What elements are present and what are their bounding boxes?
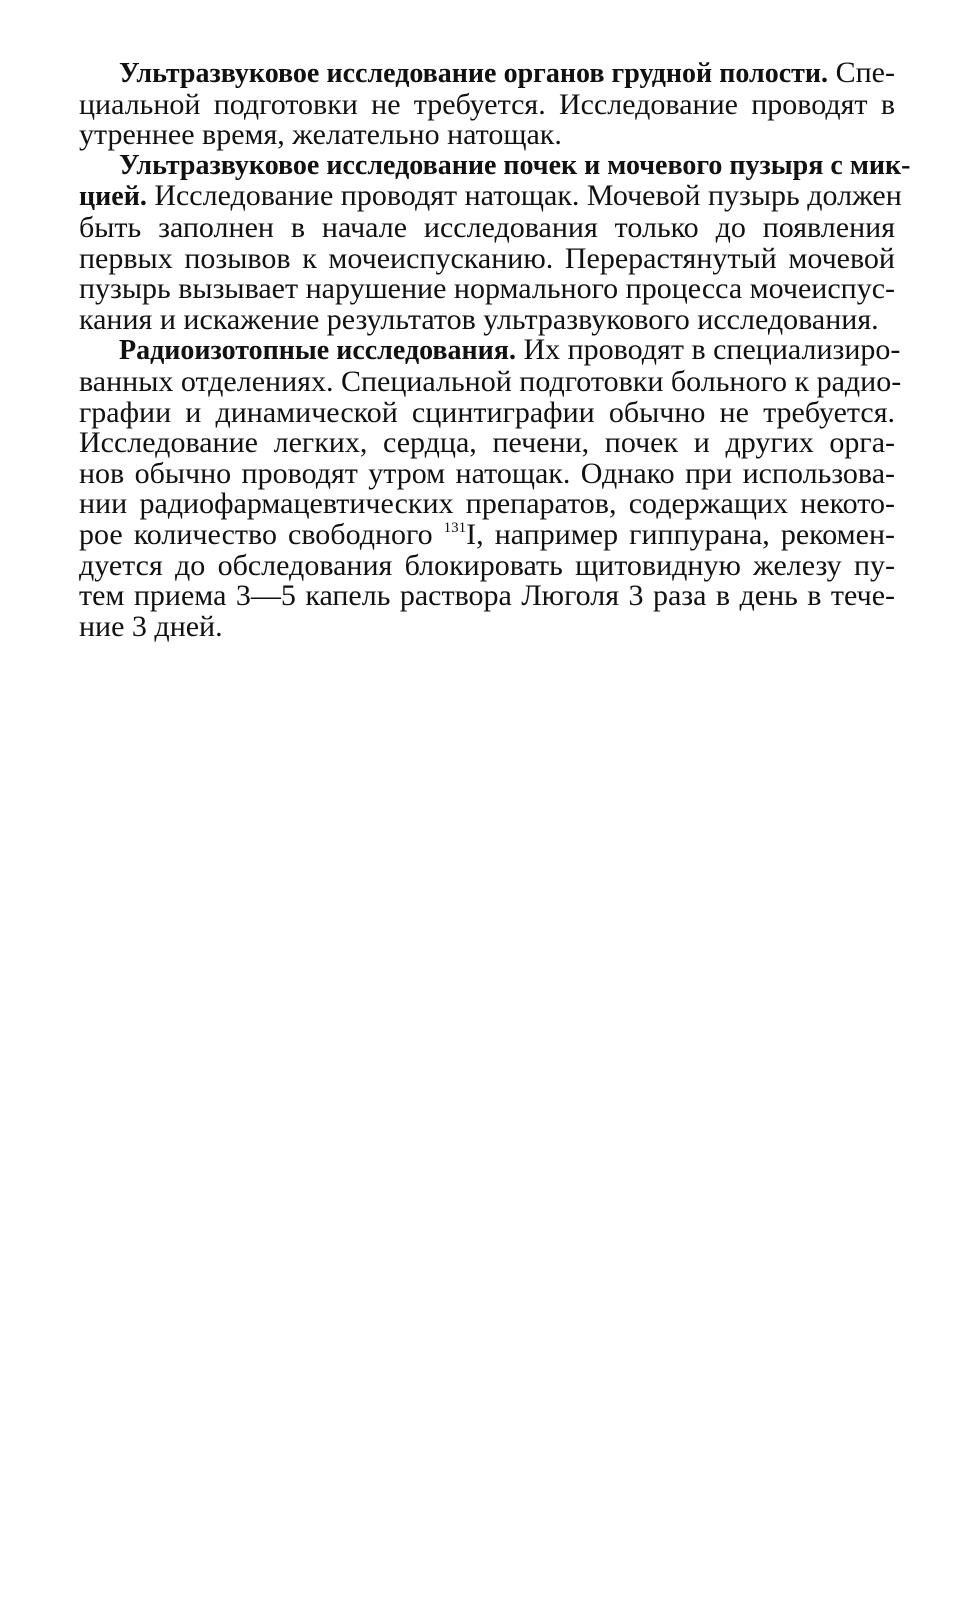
paragraph-heading: Радиоизотопные исследования. xyxy=(119,335,516,367)
text-run: рое количество свободного xyxy=(79,517,444,551)
text-line xyxy=(39,333,901,367)
text-line: ванных отделениях. Специальной подготовки больного к радио- xyxy=(79,364,902,398)
text-line: пузырь вызывает нарушение нормального процесса мочеиспус- xyxy=(79,272,895,306)
text-line: кания и искажение результатов ультразвукового исследования. xyxy=(79,302,879,336)
document-page xyxy=(39,56,911,643)
text-line: графии и динамической сцинтиграфии обычно не требуется. xyxy=(79,395,895,429)
paragraph-heading: Ультразвуковое исследование почек и мочевого пузыря с мик- xyxy=(119,149,911,181)
text-run: Спе- xyxy=(828,56,895,89)
text-line: дуется до обследования блокировать щитовидную железу пу- xyxy=(79,548,895,582)
paragraph-chest-ultrasound xyxy=(39,58,895,151)
text-line: Исследование легких, сердца, печени, почек и других орга- xyxy=(79,426,895,460)
text-line xyxy=(39,58,895,90)
text-line: нии радиофармацевтических препаратов, содержащих некото- xyxy=(79,487,895,521)
text-line: быть заполнен в начале исследования только до появления xyxy=(79,210,895,244)
paragraph-radioisotope-studies xyxy=(39,333,902,643)
text-line xyxy=(39,517,895,551)
paragraph-kidney-bladder-ultrasound xyxy=(39,149,911,336)
paragraph-heading: Ультразвуковое исследование органов грудной полости. xyxy=(119,58,829,89)
text-line: нов обычно проводят утром натощак. Однако при использова- xyxy=(79,456,895,490)
text-line xyxy=(39,179,902,213)
text-run: Их проводят в специализиро- xyxy=(515,333,901,367)
paragraph-heading-continuation: цией. xyxy=(79,181,147,213)
text-line: циальной подготовки не требуется. Исследование проводят в xyxy=(79,87,895,121)
isotope-superscript: 131 xyxy=(443,519,467,536)
text-line: ние 3 дней. xyxy=(79,609,223,643)
text-run: Исследование проводят натощак. Мочевой пузырь должен xyxy=(146,179,902,213)
text-line: утреннее время, желательно натощак. xyxy=(79,118,562,152)
text-line: тем приема 3—5 капель раствора Люголя 3 раза в день в тече- xyxy=(79,579,895,613)
text-run: I, например гиппурана, рекомен- xyxy=(466,517,895,551)
text-line: первых позывов к мочеиспусканию. Перерастянутый мочевой xyxy=(79,241,895,275)
